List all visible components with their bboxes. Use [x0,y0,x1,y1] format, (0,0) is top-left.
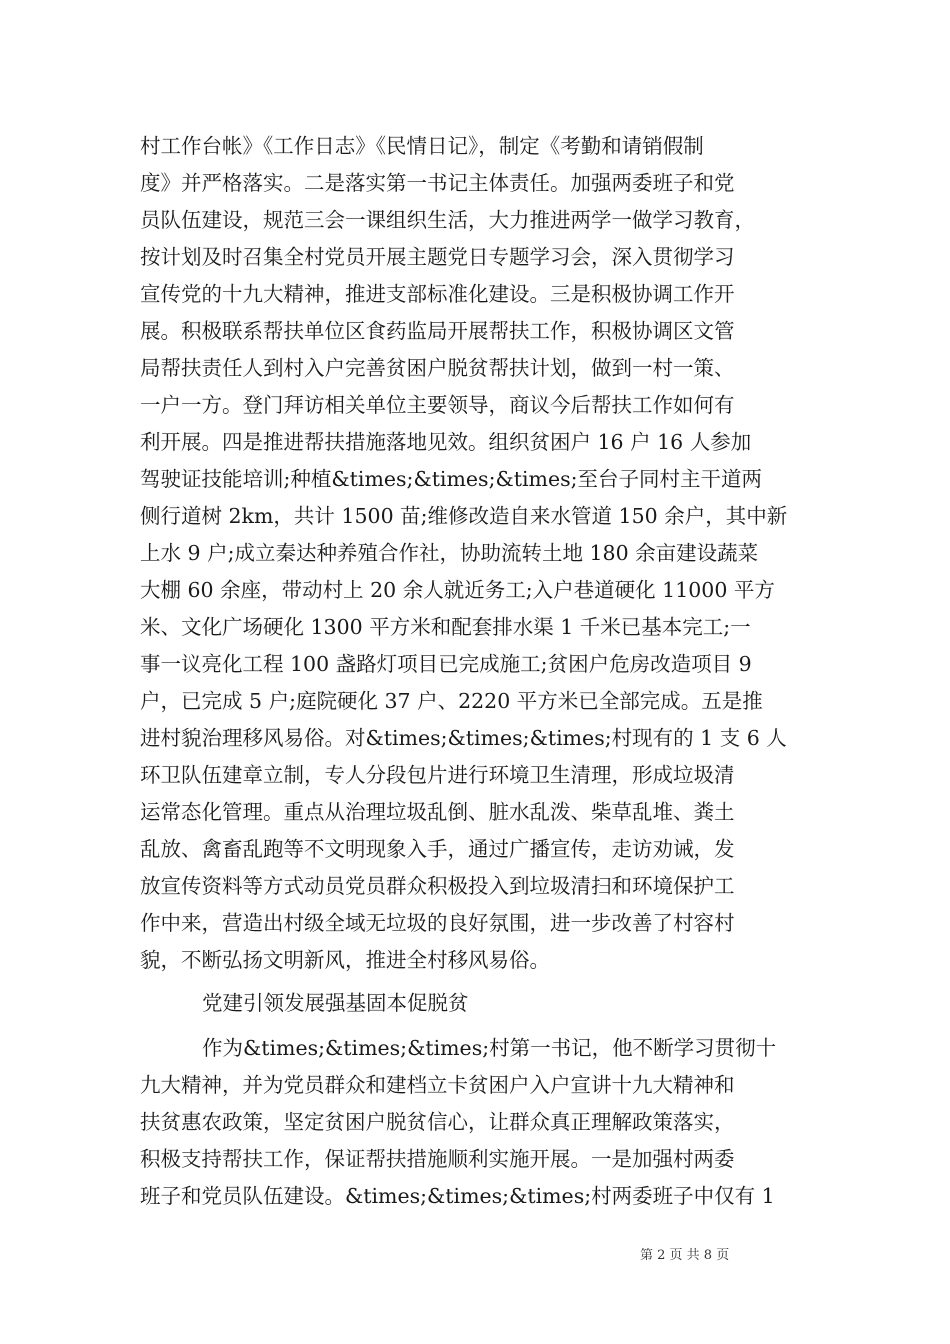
text-line: 度》并严格落实。二是落实第一书记主体责任。加强两委班子和党 [140,171,735,195]
text-line: 放宣传资料等方式动员党员群众积极投入到垃圾清扫和环境保护工 [140,874,735,898]
text-line: 积极支持帮扶工作，保证帮扶措施顺利实施开展。一是加强村两委 [140,1147,735,1171]
text-line: 运常态化管理。重点从治理垃圾乱倒、脏水乱泼、柴草乱堆、粪土 [140,800,735,824]
text-line: 员队伍建设，规范三会一课组织生活，大力推进两学一做学习教育， [140,208,755,232]
text-line: 九大精神，并为党员群众和建档立卡贫困户入户宣讲十九大精神和 [140,1073,735,1097]
text-line: 村工作台帐》《工作日志》《民情日记》，制定《考勤和请销假制 [140,134,704,158]
text-line: 大棚 60 余座，带动村上 20 余人就近务工;入户巷道硬化 11000 平方 [140,578,775,602]
text-line: 环卫队伍建章立制，专人分段包片进行环境卫生清理，形成垃圾清 [140,763,735,787]
text-line: 扶贫惠农政策，坚定贫困户脱贫信心，让群众真正理解政策落实， [140,1110,735,1134]
text-line: 展。积极联系帮扶单位区食药监局开展帮扶工作，积极协调区文管 [140,319,735,343]
paragraph-2 [140,1030,820,1215]
text-line: 驾驶证技能培训;种植&times;&times;&times;至台子同村主干道两 [140,467,763,491]
paragraph-1 [140,128,820,979]
document-body [140,128,820,1215]
text-line: 侧行道树 2km，共计 1500 苗;维修改造自来水管道 150 余户，其中新 [140,504,788,528]
text-line: 按计划及时召集全村党员开展主题党日专题学习会，深入贯彻学习 [140,245,735,269]
text-line: 班子和党员队伍建设。&times;&times;&times;村两委班子中仅有 1 [140,1184,775,1208]
text-line: 作为&times;&times;&times;村第一书记，他不断学习贯彻十 [202,1036,777,1060]
text-line: 事一议亮化工程 100 盏路灯项目已完成施工;贫困户危房改造项目 9 [140,652,752,676]
text-line: 乱放、禽畜乱跑等不文明现象入手，通过广播宣传，走访劝诫，发 [140,837,735,861]
text-line: 上水 9 户;成立秦达种养殖合作社，协助流转土地 180 余亩建设蔬菜 [140,541,759,565]
text-line: 宣传党的十九大精神，推进支部标准化建设。三是积极协调工作开 [140,282,735,306]
section-heading: 党建引领发展强基固本促脱贫 [202,991,469,1015]
text-line: 户，已完成 5 户;庭院硬化 37 户、2220 平方米已全部完成。五是推 [140,689,763,713]
page-number: 第 2 页 共 8 页 [640,1248,730,1263]
text-line: 作中来，营造出村级全域无垃圾的良好氛围，进一步改善了村容村 [140,911,735,935]
text-line: 米、文化广场硬化 1300 平方米和配套排水渠 1 千米已基本完工;一 [140,615,751,639]
text-line: 利开展。四是推进帮扶措施落地见效。组织贫困户 16 户 16 人参加 [140,430,752,454]
text-line: 貌，不断弘扬文明新风，推进全村移风易俗。 [140,948,550,972]
text-line: 一户一方。登门拜访相关单位主要领导，商议今后帮扶工作如何有 [140,393,735,417]
text-line: 局帮扶责任人到村入户完善贫困户脱贫帮扶计划，做到一村一策、 [140,356,735,380]
text-line: 进村貌治理移风易俗。对&times;&times;&times;村现有的 1 支 6 人 [140,726,787,750]
